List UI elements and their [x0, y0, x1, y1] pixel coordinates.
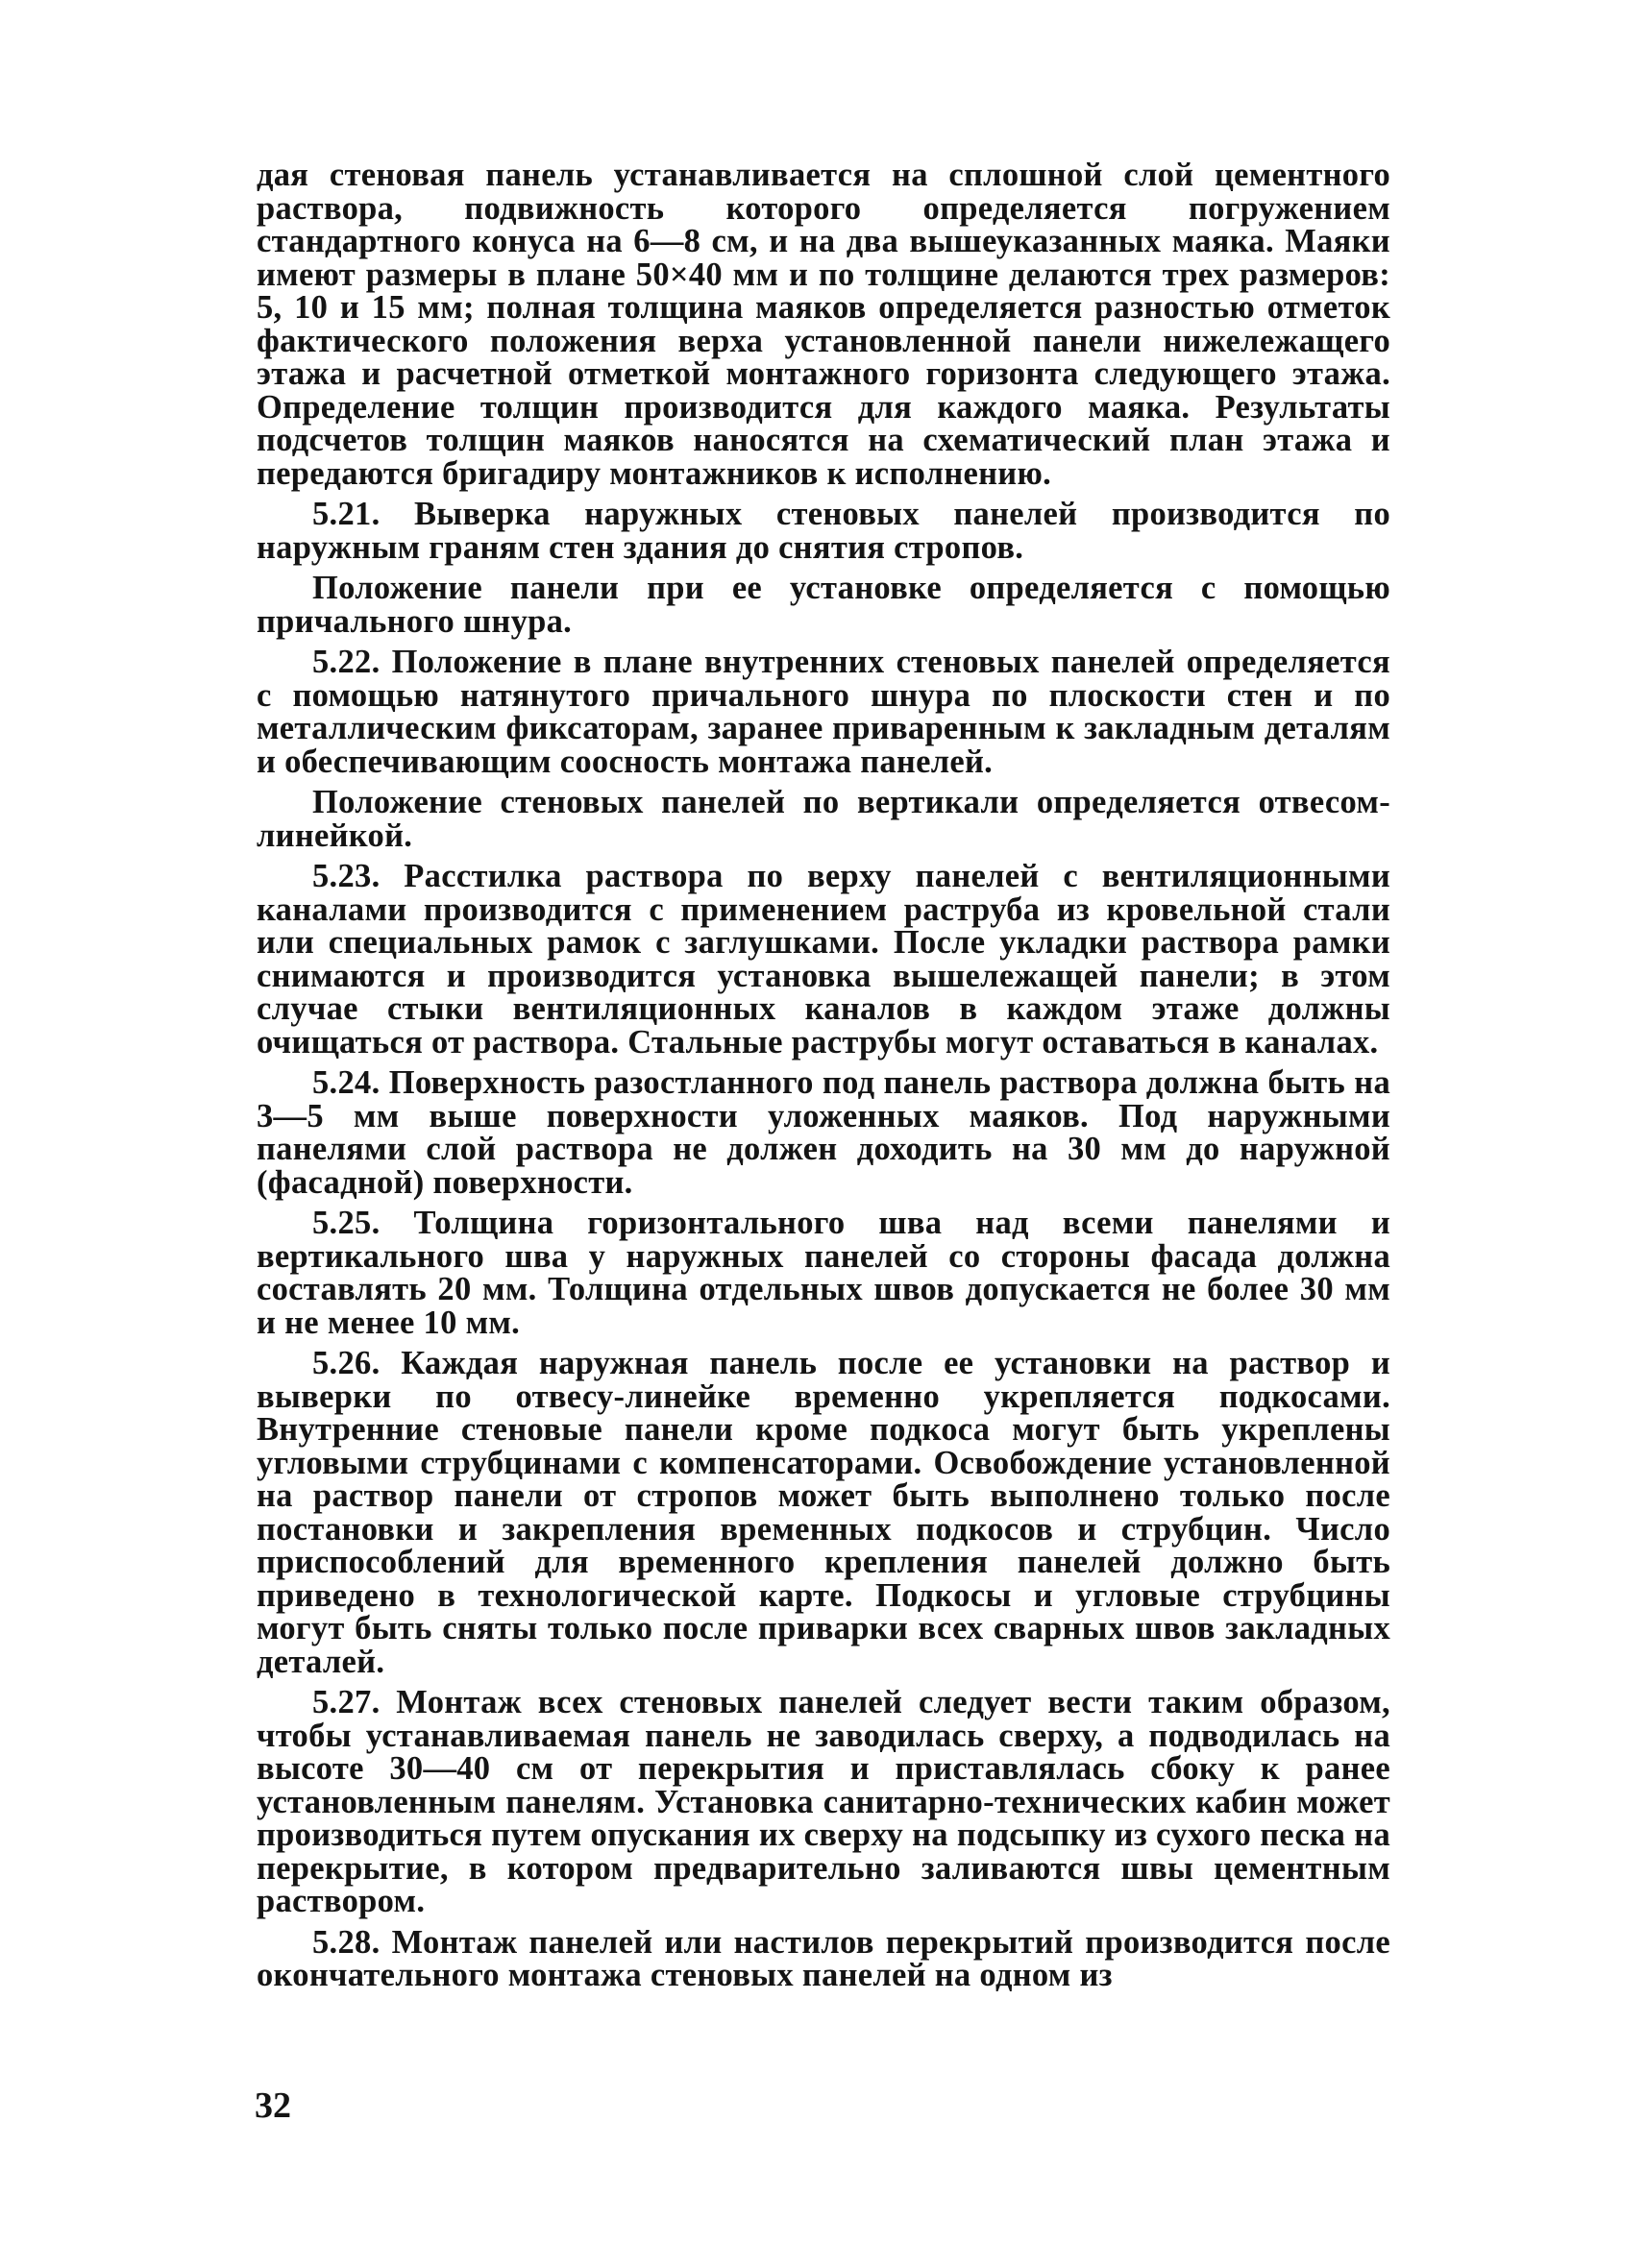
- paragraph-5-22: [257, 646, 1390, 778]
- paragraph-text: Монтаж панелей или настилов перекрытий производится после окончательного монтажа стеновых панелей на одном из: [257, 1923, 1390, 1993]
- paragraph-text: дая стеновая панель устанавливается на сплошной слой цементного раствора, подвижность которого определяется погружением стандартного конуса на 6—8 см, и на два вышеуказанных маяка. Маяки имеют размеры в плане 50×40 мм и по толщине делаются трех размеров: 5, 10 и 15 мм; полная толщина маяков определяется разностью отметок фактического положения верха установленной панели нижележащего этажа и расчетной отметкой монтажного горизонта следующего этажа. Определение толщин производится для каждого маяка. Результаты подсчетов толщин маяков наносятся на схематический план этажа и передаются бригадиру монтажников к исполнению.: [257, 157, 1390, 492]
- clause-number: 5.25.: [312, 1205, 381, 1241]
- clause-number: 5.21.: [312, 496, 381, 532]
- paragraph-5-22-cont: [257, 786, 1390, 852]
- paragraph-text: Монтаж всех стеновых панелей следует вести таким образом, чтобы устанавливаемая панель не заводилась сверху, а подводилась на высоте 30—40 см от перекрытия и приставлялась сбоку к ранее установленным панелям. Установка санитарно-технических кабин может производиться путем опускания их сверху на подсыпку из сухого песка на перекрытие, в котором предварительно заливаются швы цементным раствором.: [257, 1684, 1390, 1919]
- clause-number: 5.22.: [312, 644, 381, 680]
- paragraph-text: Положение панели при ее установке определяется с помощью причального шнура.: [257, 570, 1390, 640]
- clause-number: 5.23.: [312, 858, 381, 894]
- paragraph-text: Расстилка раствора по верху панелей с вентиляционными каналами производится с применением раструба из кровельной стали или специальных рамок с заглушками. После укладки раствора рамки снимаются и производится установка вышележащей панели; в этом случае стыки вентиляционных каналов в каждом этаже должны очищаться от раствора. Стальные раструбы могут оставаться в каналах.: [257, 858, 1390, 1061]
- paragraph-5-28: [257, 1923, 1390, 1993]
- clause-number: 5.26.: [312, 1345, 381, 1381]
- clause-number: 5.27.: [312, 1684, 381, 1720]
- paragraph-5-25: [257, 1207, 1390, 1339]
- paragraph-5-21: [257, 498, 1390, 564]
- paragraph-5-23: [257, 860, 1390, 1059]
- paragraph-continuation: [257, 159, 1390, 490]
- paragraph-text: Толщина горизонтального шва над всеми панелями и вертикального шва у наружных панелей со стороны фасада должна составлять 20 мм. Толщина отдельных швов допускается не более 30 мм и не менее 10 мм.: [257, 1205, 1390, 1341]
- page-body: [257, 159, 1390, 1992]
- paragraph-5-21-cont: [257, 572, 1390, 638]
- paragraph-5-24: [257, 1066, 1390, 1199]
- paragraph-text: Каждая наружная панель после ее установки на раствор и выверки по отвесу-линейке временно укрепляется подкосами. Внутренние стеновые панели кроме подкоса могут быть укреплены угловыми струбцинами с компенсаторами. Освобождение установленной на раствор панели от стропов может быть выполнено только после постановки и закрепления временных подкосов и струбцин. Число приспособлений для временного крепления панелей должно быть приведено в технологической карте. Подкосы и угловые струбцины могут быть сняты только после приварки всех сварных швов закладных деталей.: [257, 1345, 1390, 1680]
- paragraph-5-26: [257, 1347, 1390, 1678]
- clause-number: 5.24.: [312, 1064, 381, 1101]
- paragraph-text: Положение стеновых панелей по вертикали определяется отвесом-линейкой.: [257, 784, 1390, 854]
- page-number: 32: [255, 2085, 291, 2126]
- paragraph-5-27: [257, 1686, 1390, 1918]
- paragraph-text: Положение в плане внутренних стеновых панелей определяется с помощью натянутого причального шнура по плоскости стен и по металлическим фиксаторам, заранее приваренным к закладным деталям и обеспечивающим соосность монтажа панелей.: [257, 644, 1390, 780]
- paragraph-text: Поверхность разостланного под панель раствора должна быть на 3—5 мм выше поверхности уложенных маяков. Под наружными панелями слой раствора не должен доходить на 30 мм до наружной (фасадной) поверхности.: [257, 1064, 1390, 1201]
- clause-number: 5.28.: [312, 1923, 381, 1961]
- paragraph-text: Выверка наружных стеновых панелей производится по наружным граням стен здания до снятия стропов.: [257, 496, 1390, 566]
